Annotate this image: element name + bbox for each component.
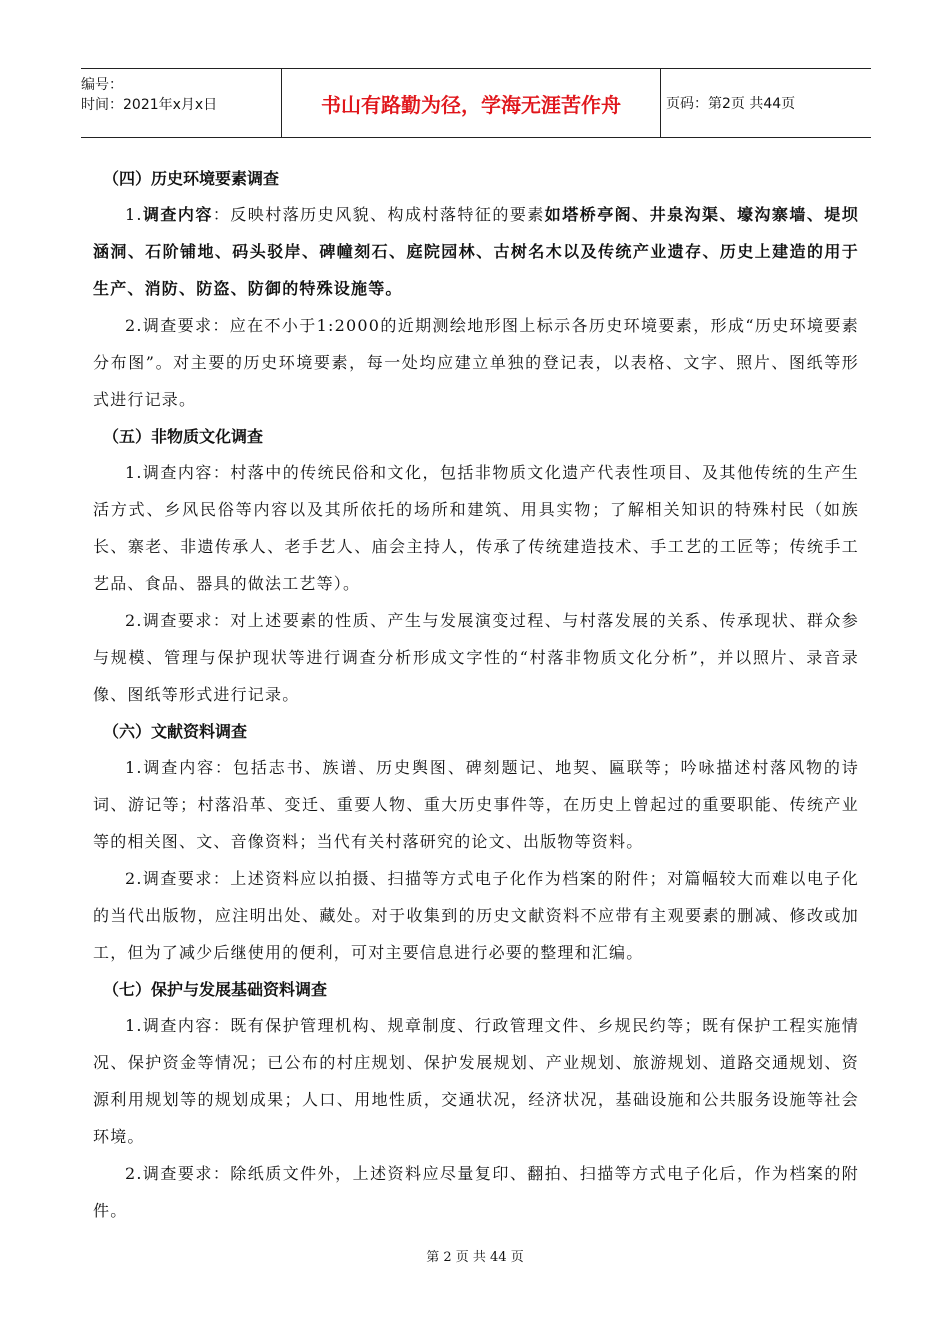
item-number: 1. <box>125 205 143 224</box>
document-number: 编号： <box>81 77 123 93</box>
section-6-paragraph-1: 1.调查内容：包括志书、族谱、历史舆图、碑刻题记、地契、匾联等；吟咏描述村落风物的诗词、游记等；村落沿革、变迁、重要人物、重大历史事件等，在历史上曾起过的重要职能、传统产业等的相关图、文、音像资料；当代有关村落研究的论文、出版物等资料。 <box>93 758 859 851</box>
section-4-paragraph-1 <box>93 196 859 307</box>
section-4-paragraph-2: 2.调查要求：应在不小于1:2000的近期测绘地形图上标示各历史环境要素，形成“历史环境要素分布图”。对主要的历史环境要素，每一处均应建立单独的登记表，以表格、文字、照片、图纸等形式进行记录。 <box>93 316 859 409</box>
section-7-paragraph-1: 1.调查内容：既有保护管理机构、规章制度、行政管理文件、乡规民约等；既有保护工程实施情况、保护资金等情况；已公布的村庄规划、保护发展规划、产业规划、旅游规划、道路交通规划、资源利用规划等的规划成果；人口、用地性质，交通状况，经济状况，基础设施和公共服务设施等社会环境。 <box>93 1016 859 1146</box>
document-date: 时间：2021年x月x日 <box>81 97 218 113</box>
page-header <box>81 68 871 138</box>
section-heading-6: （六）文献资料调查 <box>103 722 248 741</box>
paragraph-text: ：反映村落历史风貌、构成村落特征的要素 <box>212 205 545 224</box>
header-meta <box>81 69 281 137</box>
section-heading-7: （七）保护与发展基础资料调查 <box>103 980 328 999</box>
bold-examples-text: 如塔桥亭阁、井泉沟渠、壕沟寨墙、堤坝涵洞、石阶铺地、码头驳岸、碑幢刻石、庭院园林、古树名木以及传统产业遗存、历史上建造的用于生产、消防、防盗、防御的特殊设施等。 <box>93 205 859 298</box>
section-6-paragraph-2: 2.调查要求：上述资料应以拍摄、扫描等方式电子化作为档案的附件；对篇幅较大而难以电子化的当代出版物，应注明出处、藏处。对于收集到的历史文献资料不应带有主观要素的删减、修改或加工，但为了减少后继使用的便利，可对主要信息进行必要的整理和汇编。 <box>93 869 859 962</box>
document-body <box>93 160 859 1229</box>
header-page-number: 页码：第2页 共44页 <box>666 96 796 112</box>
item-label: 调查内容 <box>142 205 213 224</box>
section-heading-4: （四）历史环境要素调查 <box>103 169 280 188</box>
section-heading-5: （五）非物质文化调查 <box>103 427 264 446</box>
page-footer: 第 2 页 共 44 页 <box>426 1250 524 1265</box>
header-motto: 书山有路勤为径，学海无涯苦作舟 <box>281 69 661 137</box>
section-7-paragraph-2: 2.调查要求：除纸质文件外，上述资料应尽量复印、翻拍、扫描等方式电子化后，作为档案的附件。 <box>93 1164 859 1220</box>
section-5-paragraph-2: 2.调查要求：对上述要素的性质、产生与发展演变过程、与村落发展的关系、传承现状、群众参与规模、管理与保护现状等进行调查分析形成文字性的“村落非物质文化分析”，并以照片、录音录像、图纸等形式进行记录。 <box>93 611 859 704</box>
section-5-paragraph-1: 1.调查内容：村落中的传统民俗和文化，包括非物质文化遗产代表性项目、及其他传统的生产生活方式、乡风民俗等内容以及其所依托的场所和建筑、用具实物；了解相关知识的特殊村民（如族长、寨老、非遗传承人、老手艺人、庙会主持人，传承了传统建造技术、手工艺的工匠等；传统手工艺品、食品、器具的做法工艺等）。 <box>93 463 859 593</box>
